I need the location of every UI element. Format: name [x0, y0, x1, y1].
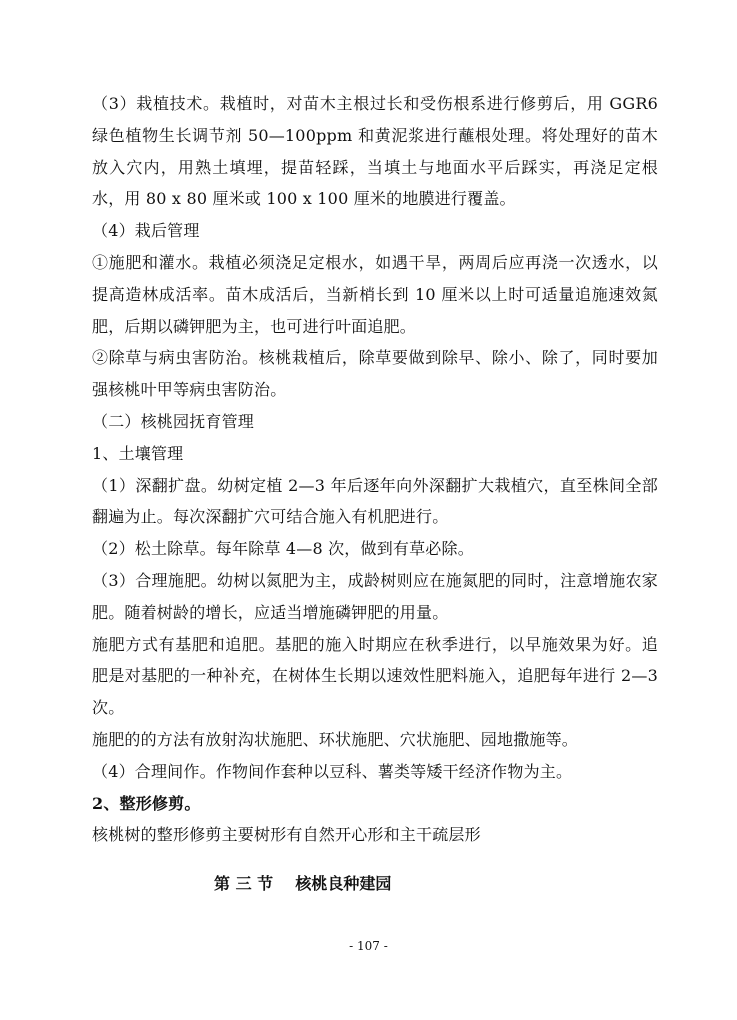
paragraph-intercropping: （4）合理间作。作物间作套种以豆科、薯类等矮干经济作物为主。 [92, 761, 573, 781]
heading-pruning: 2、整形修剪。 [92, 793, 201, 813]
paragraph-loosening-weeding: （2）松土除草。每年除草 4—8 次，做到有草必除。 [92, 539, 474, 559]
heading-soil-management: 1、土壤管理 [92, 443, 184, 463]
heading-post-planting-management: （4）栽后管理 [92, 221, 200, 241]
paragraph-tree-forms: 核桃树的整形修剪主要树形有自然开心形和主干疏层形 [92, 825, 481, 845]
heading-orchard-tending: （二）核桃园抚育管理 [92, 411, 255, 431]
body-text [92, 88, 658, 851]
paragraph-rational-fertilizing: （3）合理施肥。幼树以氮肥为主，成龄树则应在施氮肥的同时，注意增施农家肥。随着树龄的增长，应适当增施磷钾肥的用量。 [92, 570, 658, 622]
page-number: - 107 - [349, 939, 388, 953]
paragraph-deep-plowing: （1）深翻扩盘。幼树定植 2—3 年后逐年向外深翻扩大栽植穴，直至株间全部翻遍为止。每次深翻扩穴可结合施入有机肥进行。 [92, 475, 658, 527]
paragraph-fertilizing-watering: ①施肥和灌水。栽植必须浇足定根水，如遇干旱，两周后应再浇一次透水，以提高造林成活率。苗木成活后，当新梢长到 10 厘米以上时可适量追施速效氮肥，后期以磷钾肥为主，也可进行叶面追肥。 [92, 252, 658, 336]
section-title: 第 三 节 核桃良种建园 [214, 874, 392, 893]
paragraph-weeding-pest-control: ②除草与病虫害防治。核桃栽植后，除草要做到除早、除小、除了，同时要加强核桃叶甲等病虫害防治。 [92, 348, 658, 400]
paragraph-planting-technique: （3）栽植技术。栽植时，对苗木主根过长和受伤根系进行修剪后，用 GGR6 绿色植物生长调节剂 50—100ppm 和黄泥浆进行蘸根处理。将处理好的苗木放入穴内，用熟土填埋，提苗轻踩，当填土与地面水平后踩实，再浇足定根水，用 80 x 80 厘米或 100 x 100 厘米的地膜进行覆盖。 [92, 94, 658, 209]
paragraph-fertilizing-techniques: 施肥的的方法有放射沟状施肥、环状施肥、穴状施肥、园地撒施等。 [92, 729, 579, 749]
paragraph-fertilizing-methods: 施肥方式有基肥和追肥。基肥的施入时期应在秋季进行，以早施效果为好。追肥是对基肥的一种补充，在树体生长期以速效性肥料施入，追肥每年进行 2—3 次。 [92, 634, 658, 718]
